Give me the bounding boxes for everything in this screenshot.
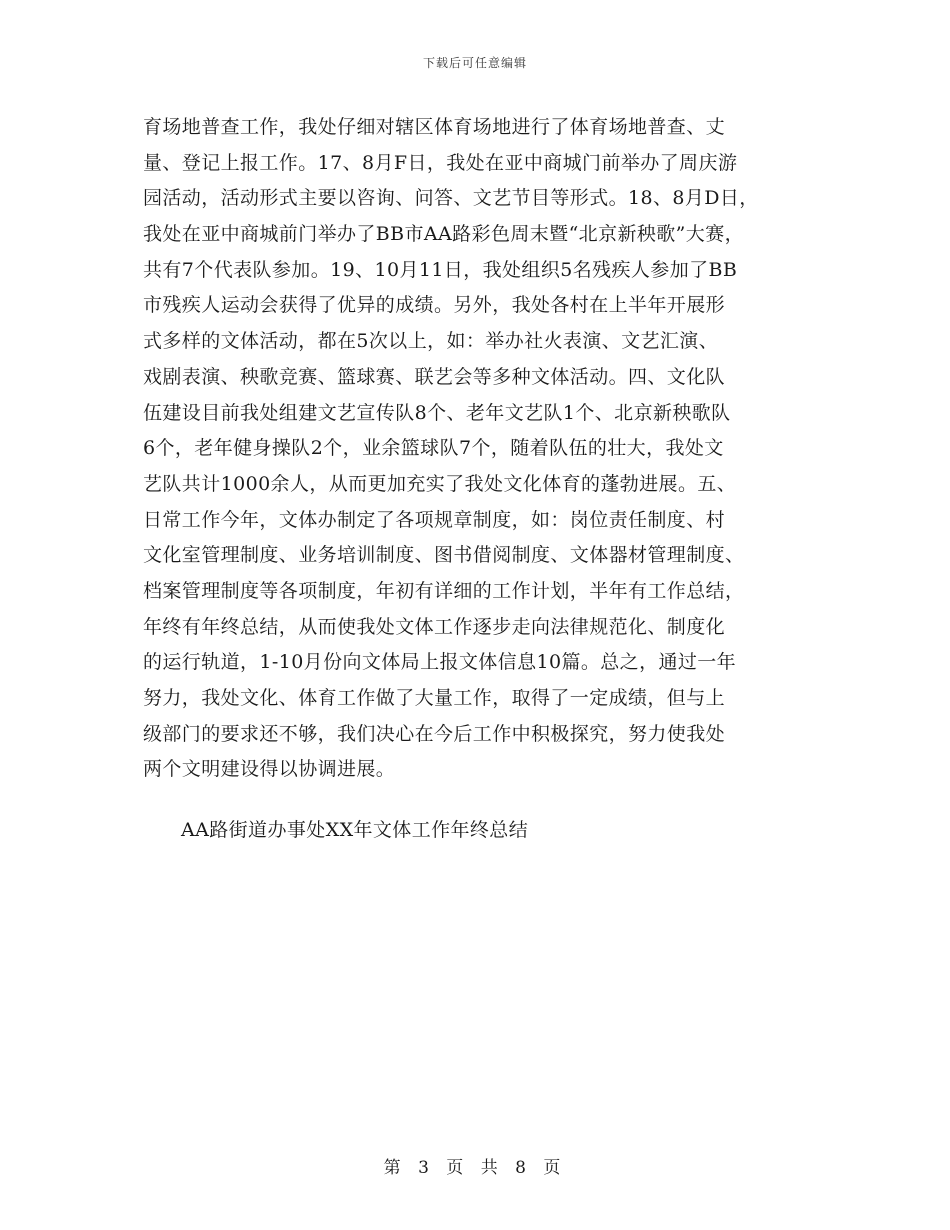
body-line: 量、登记上报工作。17、8月F日，我处在亚中商城门前举办了周庆游 xyxy=(143,151,738,174)
body-line: 两个文明建设得以协调进展。 xyxy=(143,758,396,781)
body-line: 伍建设目前我处组建文艺宣传队8个、老年文艺队1个、北京新秧歌队 xyxy=(143,401,731,424)
body-line: 艺队共计1000余人，从而更加充实了我处文化体育的蓬勃进展。五、 xyxy=(143,472,737,495)
body-line: 戏剧表演、秧歌竞赛、篮球赛、联艺会等多种文体活动。四、文化队 xyxy=(143,365,726,388)
document-closing-title: AA路街道办事处XX年文体工作年终总结 xyxy=(181,819,529,841)
body-line: 6个，老年健身操队2个，业余篮球队7个，随着队伍的壮大，我处文 xyxy=(143,437,724,460)
body-line: 我处在亚中商城前门举办了BB市AA路彩色周末暨“北京新秧歌”大赛， xyxy=(143,223,744,246)
body-line: 文化室管理制度、业务培训制度、图书借阅制度、文体器材管理制度、 xyxy=(143,544,745,567)
body-line: 式多样的文体活动，都在5次以上，如：举办社火表演、文艺汇演、 xyxy=(143,330,719,353)
body-line: 市残疾人运动会获得了优异的成绩。另外，我处各村在上半年开展形 xyxy=(143,294,726,317)
body-line: 园活动，活动形式主要以咨询、问答、文艺节目等形式。18、8月D日， xyxy=(143,187,759,210)
page-number-footer: 第 3 页 共 8 页 xyxy=(383,1158,567,1178)
body-line: 努力，我处文化、体育工作做了大量工作，取得了一定成绩，但与上 xyxy=(143,687,726,709)
body-line: 档案管理制度等各项制度，年初有详细的工作计划，半年有工作总结， xyxy=(143,579,745,602)
body-line: 育场地普查工作，我处仔细对辖区体育场地进行了体育场地普查、丈 xyxy=(143,116,726,138)
body-line: 级部门的要求还不够，我们决心在今后工作中积极探究，努力使我处 xyxy=(143,722,726,745)
body-line: 日常工作今年，文体办制定了各项规章制度，如：岗位责任制度、村 xyxy=(143,508,726,531)
page-header-note: 下载后可任意编辑 xyxy=(422,56,527,70)
body-line: 年终有年终总结，从而使我处文体工作逐步走向法律规范化、制度化 xyxy=(143,615,726,638)
body-line: 共有7个代表队参加。19、10月11日，我处组织5名残疾人参加了BB xyxy=(143,258,738,281)
body-line: 的运行轨道，1-10月份向文体局上报文体信息10篇。总之，通过一年 xyxy=(143,651,737,674)
document-body xyxy=(143,110,823,788)
